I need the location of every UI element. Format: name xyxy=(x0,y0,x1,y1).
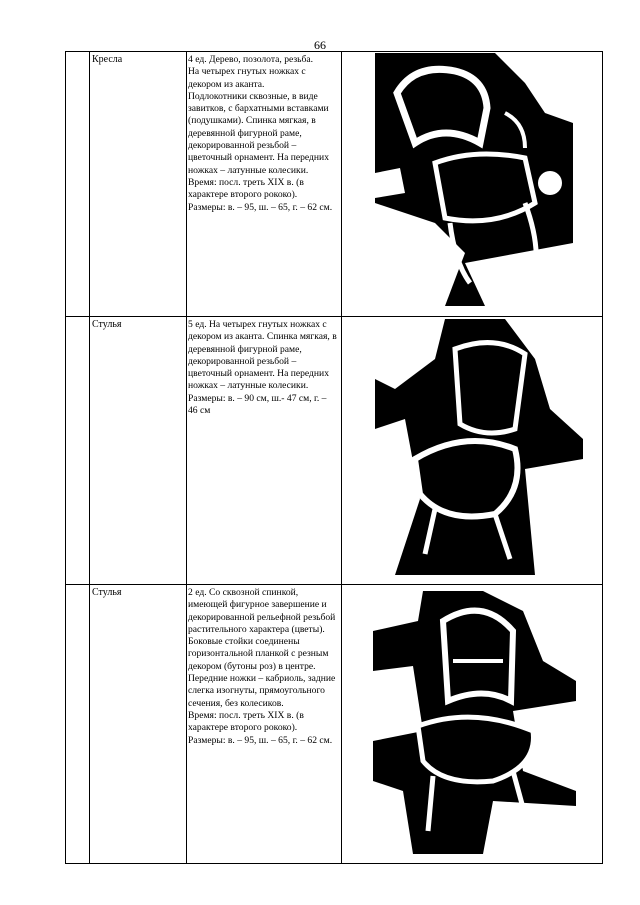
item-name: Стулья xyxy=(92,587,122,598)
description-line: Размеры: в. – 95, ш. – 65, г. – 62 см. xyxy=(188,201,333,213)
item-description xyxy=(187,52,341,214)
table-row xyxy=(66,317,603,585)
chair-photo xyxy=(375,319,583,575)
item-photo-cell xyxy=(342,317,603,585)
table-row xyxy=(66,585,603,864)
item-description-cell xyxy=(187,52,342,317)
row-number-cell xyxy=(66,585,90,864)
item-description-cell xyxy=(187,317,342,585)
item-description-cell xyxy=(187,585,342,864)
description-line: 5 ед. На четырех гнутых ножках с декором из аканта. Спинка мягкая, в деревянной фигурной раме, декорированной резьбой – цветочный орнамент. На передних ножках – латунные колесики. xyxy=(188,319,337,392)
page-number: 66 xyxy=(314,38,326,52)
item-photo-cell xyxy=(342,52,603,317)
description-line: 4 ед. Дерево, позолота, резьба. xyxy=(188,54,314,65)
description-line: Размеры: в. – 95, ш. – 65, г. – 62 см. xyxy=(188,734,333,746)
description-line: Время: посл. треть XIX в. (в характере второго рококо). xyxy=(188,176,304,201)
row-number-cell xyxy=(66,52,90,317)
description-line: 2 ед. Со сквозной спинкой, имеющей фигурное завершение и декорированной рельефной резьбой растительного характера (цветы). Боковые стойки соединены горизонтальной планкой с резным декором (бутоны роз) в центре. Передние ножки – кабриоль, задние слегка изогнуты, прямоугольного сечения, без колесиков. xyxy=(188,587,336,709)
chair-photo xyxy=(373,591,576,854)
item-name-cell xyxy=(90,317,187,585)
item-name: Кресла xyxy=(92,54,123,65)
inventory-table xyxy=(65,51,603,864)
description-line: Время: посл. треть XIX в. (в характере второго рококо). xyxy=(188,709,304,734)
description-line: На четырех гнутых ножках с декором из аканта. xyxy=(188,66,306,90)
item-description xyxy=(187,317,341,417)
item-photo-cell xyxy=(342,585,603,864)
table-row xyxy=(66,52,603,317)
item-description xyxy=(187,585,341,747)
armchair-photo xyxy=(375,53,573,306)
item-name: Стулья xyxy=(92,319,122,330)
item-name-cell xyxy=(90,585,187,864)
item-name-cell xyxy=(90,52,187,317)
description-line: Размеры: в. – 90 см, ш.- 47 см, г. – 46 см xyxy=(188,392,327,417)
row-number-cell xyxy=(66,317,90,585)
description-line: Подлокотники сквозные, в виде завитков, с бархатными вставками (подушками). Спинка мягкая, в деревянной фигурной раме, декорированной резьбой – цветочный орнамент. На передних ножках – латунные колесики. xyxy=(188,90,329,176)
